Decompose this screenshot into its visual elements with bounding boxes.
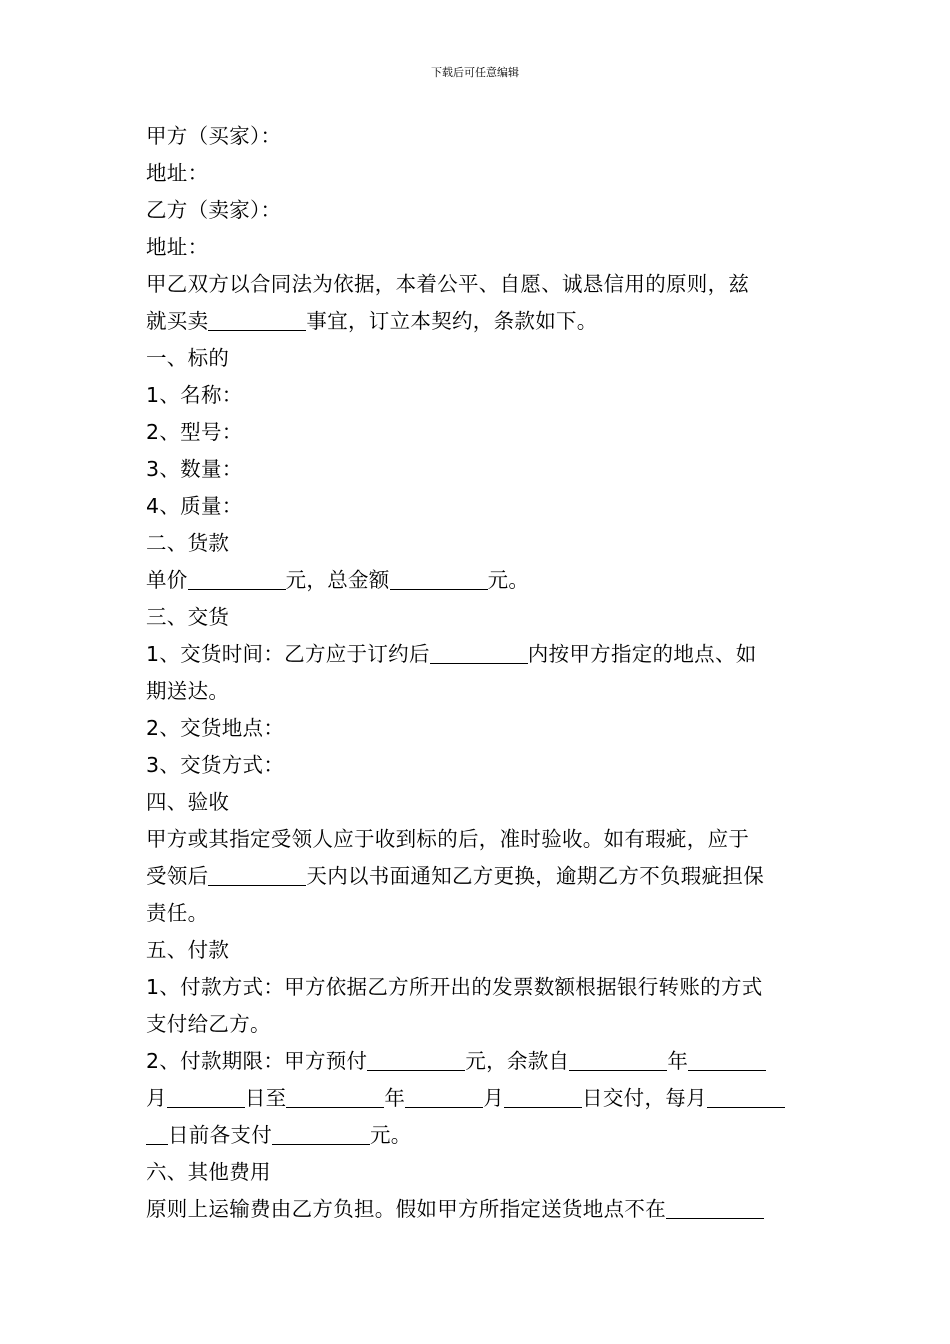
clause-line: 责任。 (146, 901, 209, 925)
preamble-line-1: 甲乙双方以合同法为依据，本着公平、自愿、诚恳信用的原则，兹 (146, 272, 750, 296)
blank-field (707, 1087, 785, 1108)
section-heading: 四、验收 (146, 790, 230, 814)
text-segment: 原则上运输费由乙方负担。假如甲方所指定送货地点不在 (146, 1197, 666, 1221)
blank-field (367, 1050, 465, 1071)
blank-field (188, 569, 286, 590)
clause-line: 甲方或其指定受领人应于收到标的后，准时验收。如有瑕疵，应于 (146, 827, 750, 851)
clause-line: 1、付款方式：甲方依据乙方所开出的发票数额根据银行转账的方式 (146, 975, 763, 999)
text-segment: 天内以书面通知乙方更换，逾期乙方不负瑕疵担保 (306, 864, 765, 888)
payment-term-line-3 (146, 1117, 810, 1154)
blank-field (569, 1050, 667, 1071)
text-segment: 月 (483, 1086, 505, 1110)
text-segment: 就买卖 (146, 309, 209, 333)
section-heading: 二、货款 (146, 531, 230, 555)
payment-term-line-2 (146, 1080, 810, 1117)
text-segment: 1、交货时间：乙方应于订约后 (146, 642, 430, 666)
blank-field (208, 865, 306, 886)
text-segment: 年 (384, 1086, 406, 1110)
section-heading: 五、付款 (146, 938, 230, 962)
text-segment: 月 (146, 1086, 167, 1110)
clause-line: 3、数量： (146, 457, 243, 481)
clause-line: 支付给乙方。 (146, 1012, 271, 1036)
blank-field (666, 1198, 764, 1219)
blank-field (286, 1087, 384, 1108)
clause-line: 3、交货方式： (146, 753, 285, 777)
inspection-line (146, 858, 810, 895)
text-segment: 日交付，每月 (582, 1086, 707, 1110)
seller-line: 乙方（卖家）： (146, 198, 282, 222)
blank-field (405, 1087, 483, 1108)
blank-field (146, 1124, 168, 1145)
clause-line: 4、质量： (146, 494, 243, 518)
buyer-address-line: 地址： (146, 161, 209, 185)
clause-line: 2、型号： (146, 420, 243, 444)
price-line (146, 562, 810, 599)
blank-field (272, 1124, 370, 1145)
blank-field (430, 643, 528, 664)
payment-term-line-1 (146, 1043, 810, 1080)
contract-body (146, 118, 810, 1228)
delivery-time-line (146, 636, 810, 673)
section-heading: 一、标的 (146, 346, 230, 370)
blank-field (688, 1050, 766, 1071)
blank-field (390, 569, 488, 590)
seller-address-line: 地址： (146, 235, 209, 259)
text-segment: 日前各支付 (168, 1123, 272, 1147)
section-heading: 六、其他费用 (146, 1160, 271, 1184)
text-segment: 受领后 (146, 864, 209, 888)
blank-field (208, 310, 306, 331)
text-segment: 年 (667, 1049, 689, 1073)
clause-line: 2、交货地点： (146, 716, 285, 740)
text-segment: 事宜，订立本契约，条款如下。 (306, 309, 598, 333)
text-segment: 内按甲方指定的地点、如 (527, 642, 757, 666)
text-segment: 元。 (487, 568, 530, 592)
section-heading: 三、交货 (146, 605, 230, 629)
text-segment: 日至 (244, 1086, 287, 1110)
blank-field (504, 1087, 582, 1108)
other-fees-line (146, 1191, 810, 1228)
text-segment: 单价 (146, 568, 188, 592)
buyer-line: 甲方（买家）： (146, 124, 282, 148)
preamble-line-2 (146, 303, 810, 340)
text-segment: 元。 (370, 1123, 412, 1147)
clause-line: 1、名称： (146, 383, 243, 407)
text-segment: 元，总金额 (285, 568, 390, 592)
clause-line: 期送达。 (146, 679, 230, 703)
text-segment: 元，余款自 (465, 1049, 570, 1073)
text-segment: 2、付款期限：甲方预付 (146, 1049, 368, 1073)
page-header: 下载后可任意编辑 (431, 66, 519, 79)
blank-field (167, 1087, 245, 1108)
